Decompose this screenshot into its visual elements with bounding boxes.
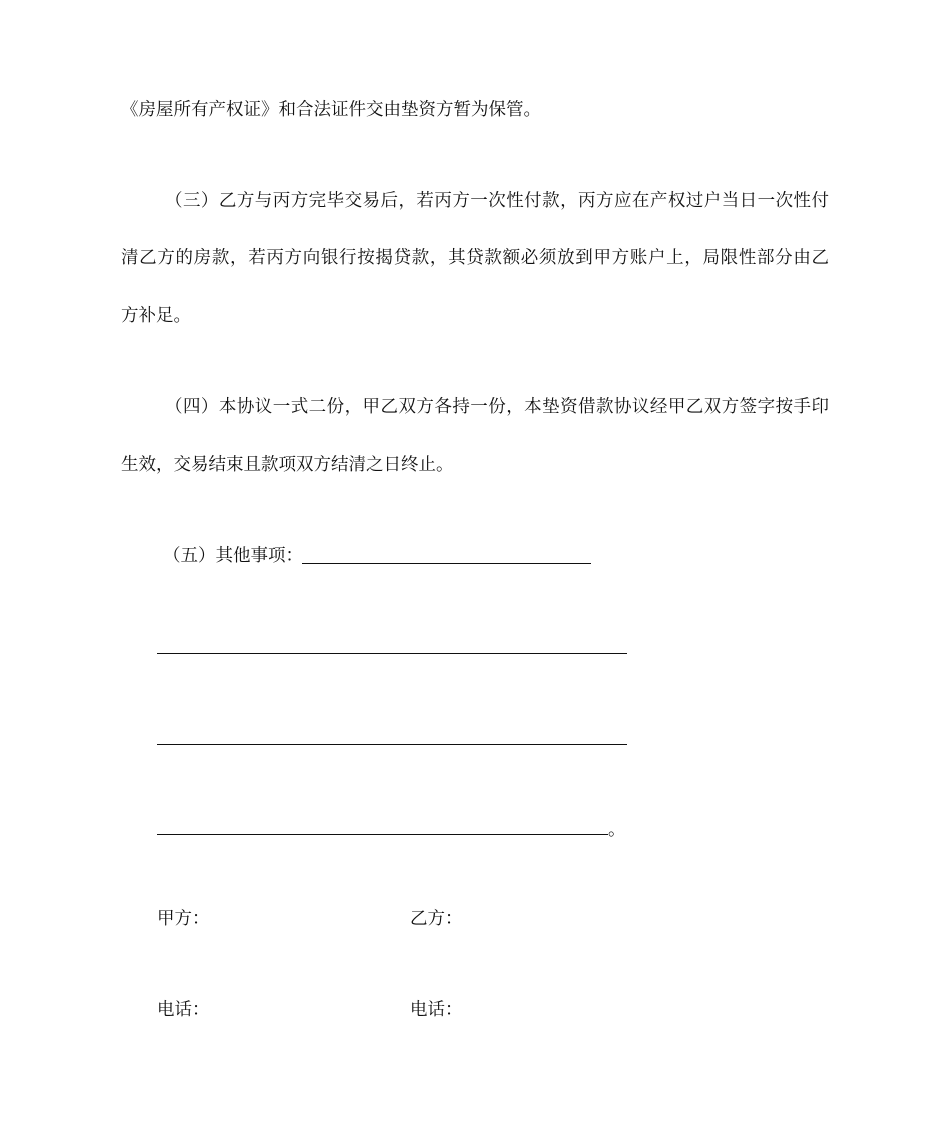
clause-3-line-1: （三）乙方与丙方完毕交易后，若丙方一次性付款，丙方应在产权过户当日一次性付	[165, 191, 829, 211]
paragraph-continuation: 《房屋所有产权证》和合法证件交由垫资方暂为保管。	[121, 100, 541, 120]
other-matters-blank-1	[302, 563, 591, 564]
other-matters-blank-3	[157, 744, 627, 745]
clause-3-line-3: 方补足。	[121, 306, 191, 326]
clause-4-line-2: 生效，交易结束且款项双方结清之日终止。	[121, 455, 454, 475]
phone-a-label: 电话：	[157, 1000, 210, 1020]
clause-3-line-2: 清乙方的房款，若丙方向银行按揭贷款，其贷款额必须放到甲方账户上，局限性部分由乙	[121, 248, 829, 268]
clause-5-label: （五）其他事项：	[163, 546, 303, 566]
party-b-label: 乙方：	[410, 909, 463, 929]
other-matters-blank-2	[157, 653, 627, 654]
party-a-label: 甲方：	[157, 909, 210, 929]
clause-5-end-mark: 。	[608, 820, 626, 840]
phone-b-label: 电话：	[410, 1000, 463, 1020]
clause-4-line-1: （四）本协议一式二份，甲乙双方各持一份，本垫资借款协议经甲乙双方签字按手印	[165, 397, 829, 417]
other-matters-blank-4	[157, 834, 608, 835]
